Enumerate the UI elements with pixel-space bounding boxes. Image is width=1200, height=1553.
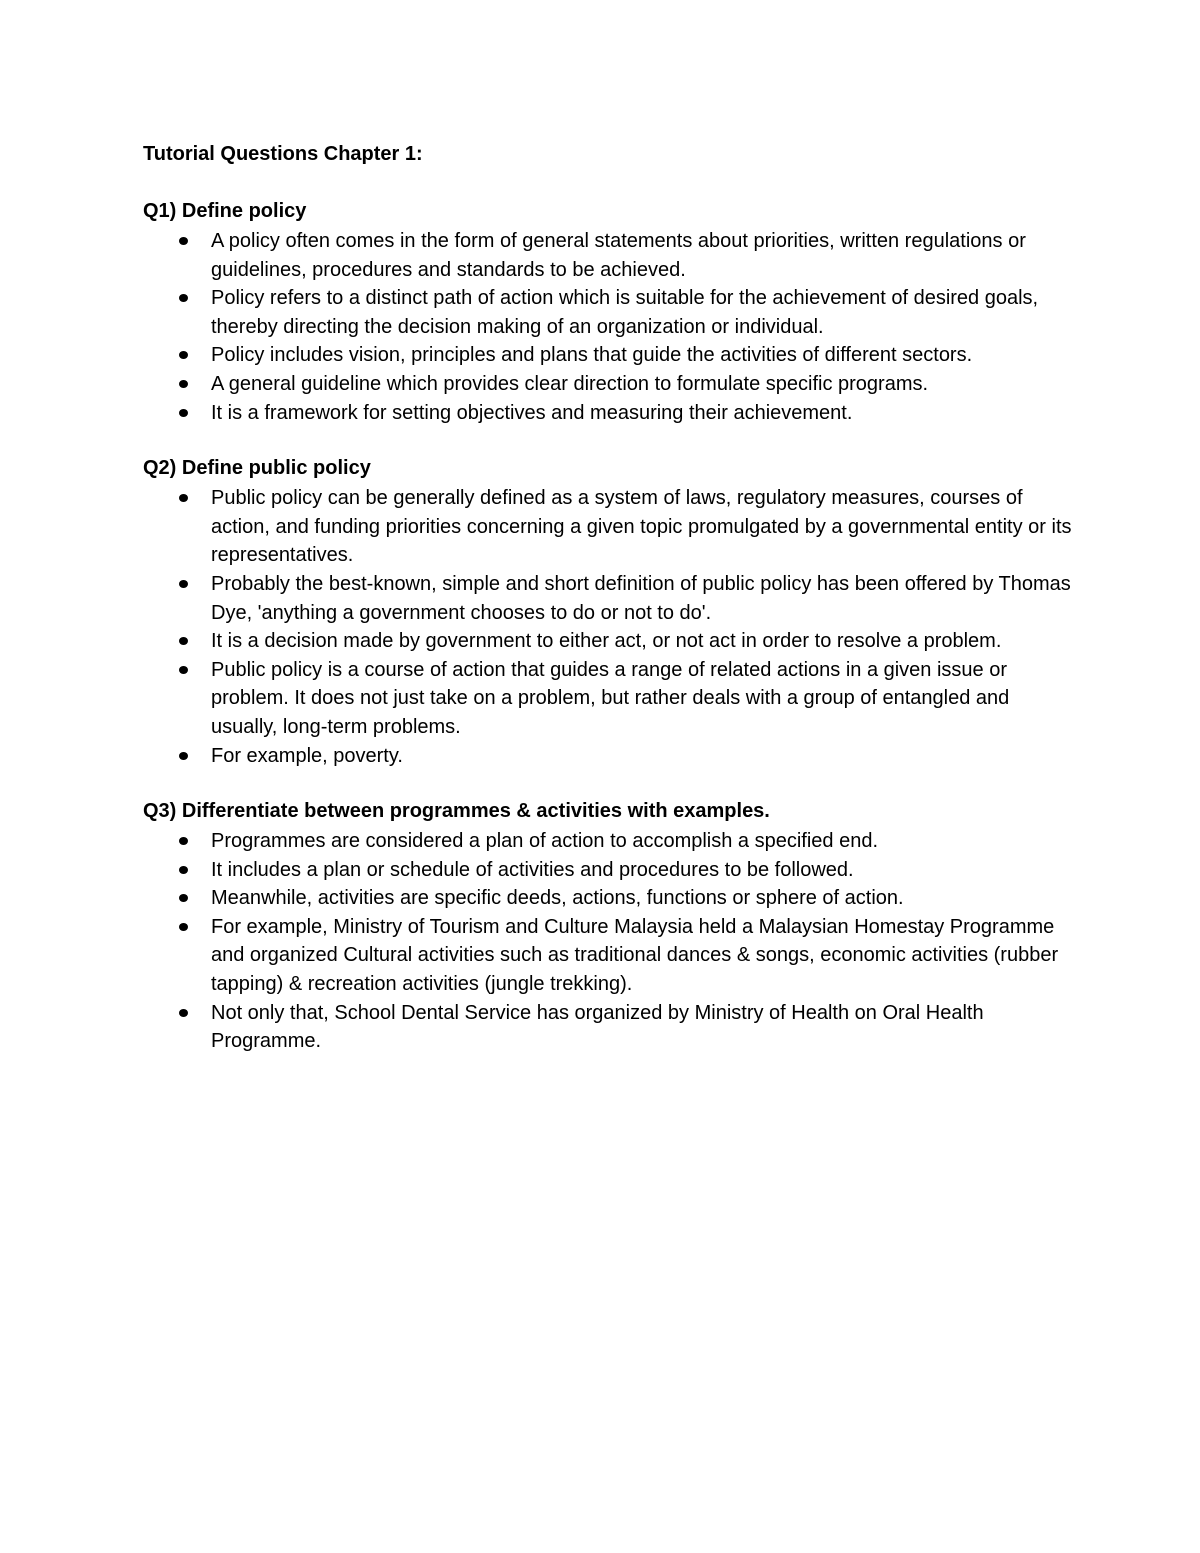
list-item-text: Public policy can be generally defined as a system of laws, regulatory measures, courses of action, and funding priorities concerning a given topic promulgated by a governmental entity or its representatives. [211, 487, 1072, 567]
list-item-text: For example, Ministry of Tourism and Culture Malaysia held a Malaysian Homestay Programme and organized Cultural activities such as traditional dances & songs, economic activities (rubber tapping) & recreation activities (jungle trekking). [211, 915, 1059, 996]
bullet-icon [179, 894, 188, 902]
list-item-text: Policy includes vision, principles and plans that guide the activities of different sectors. [211, 344, 973, 367]
question-heading: Q1) Define policy [143, 200, 307, 222]
question-heading: Q3) Differentiate between programmes & activities with examples. [143, 800, 770, 823]
list-item [143, 370, 1073, 399]
bullet-icon [179, 637, 188, 645]
list-item [143, 627, 1073, 656]
list-item-text: Not only that, School Dental Service has organized by Ministry of Health on Oral Health Programme. [211, 1001, 984, 1053]
section-q2 [143, 452, 1073, 770]
bullet-icon [179, 666, 188, 674]
list-item [143, 742, 1073, 771]
list-item-text: Public policy is a course of action that guides a range of related actions in a given issue or problem. It does not just take on a problem, but rather deals with a group of entangled and usually, long-term problems. [211, 658, 1010, 738]
bullet-icon [179, 237, 188, 245]
list-item-text: Meanwhile, activities are specific deeds, actions, functions or sphere of action. [211, 887, 904, 910]
list-item [143, 856, 1073, 885]
section-q3 [143, 795, 1073, 1056]
question-heading: Q2) Define public policy [143, 457, 371, 480]
list-item-text: It is a decision made by government to either act, or not act in order to resolve a problem. [211, 630, 1002, 653]
list-item-text: It includes a plan or schedule of activities and procedures to be followed. [211, 858, 854, 881]
section-q1 [143, 195, 1073, 427]
list-item-text: A policy often comes in the form of general statements about priorities, written regulations or guidelines, procedures and standards to be achieved. [211, 230, 1026, 281]
bullet-list [143, 484, 1073, 770]
list-item [143, 227, 1073, 284]
list-item [143, 827, 1073, 856]
list-item [143, 884, 1073, 913]
bullet-icon [179, 580, 188, 588]
list-item [143, 570, 1073, 627]
list-item-text: Probably the best-known, simple and short definition of public policy has been offered by Thomas Dye, 'anything a government chooses to do or not to do'. [211, 572, 1071, 624]
bullet-icon [179, 294, 188, 302]
list-item-text: Programmes are considered a plan of action to accomplish a specified end. [211, 830, 879, 853]
document-page [143, 138, 1073, 1081]
bullet-icon [179, 380, 188, 388]
bullet-icon [179, 494, 188, 502]
list-item [143, 913, 1073, 999]
bullet-icon [179, 837, 188, 845]
list-item [143, 341, 1073, 370]
list-item-text: A general guideline which provides clear direction to formulate specific programs. [211, 372, 929, 395]
list-item [143, 484, 1073, 570]
list-item-text: Policy refers to a distinct path of action which is suitable for the achievement of desired goals, thereby directing the decision making of an organization or individual. [211, 287, 1039, 338]
list-item-text: It is a framework for setting objectives and measuring their achievement. [211, 401, 853, 424]
bullet-icon [179, 923, 188, 931]
document-title: Tutorial Questions Chapter 1: [143, 143, 423, 165]
bullet-icon [179, 1009, 188, 1017]
bullet-icon [179, 351, 188, 359]
bullet-icon [179, 409, 188, 417]
bullet-icon [179, 866, 188, 874]
list-item [143, 999, 1073, 1056]
list-item [143, 656, 1073, 742]
bullet-icon [179, 752, 188, 760]
list-item [143, 399, 1073, 428]
bullet-list [143, 827, 1073, 1056]
list-item-text: For example, poverty. [211, 744, 403, 767]
bullet-list [143, 227, 1073, 427]
list-item [143, 284, 1073, 341]
